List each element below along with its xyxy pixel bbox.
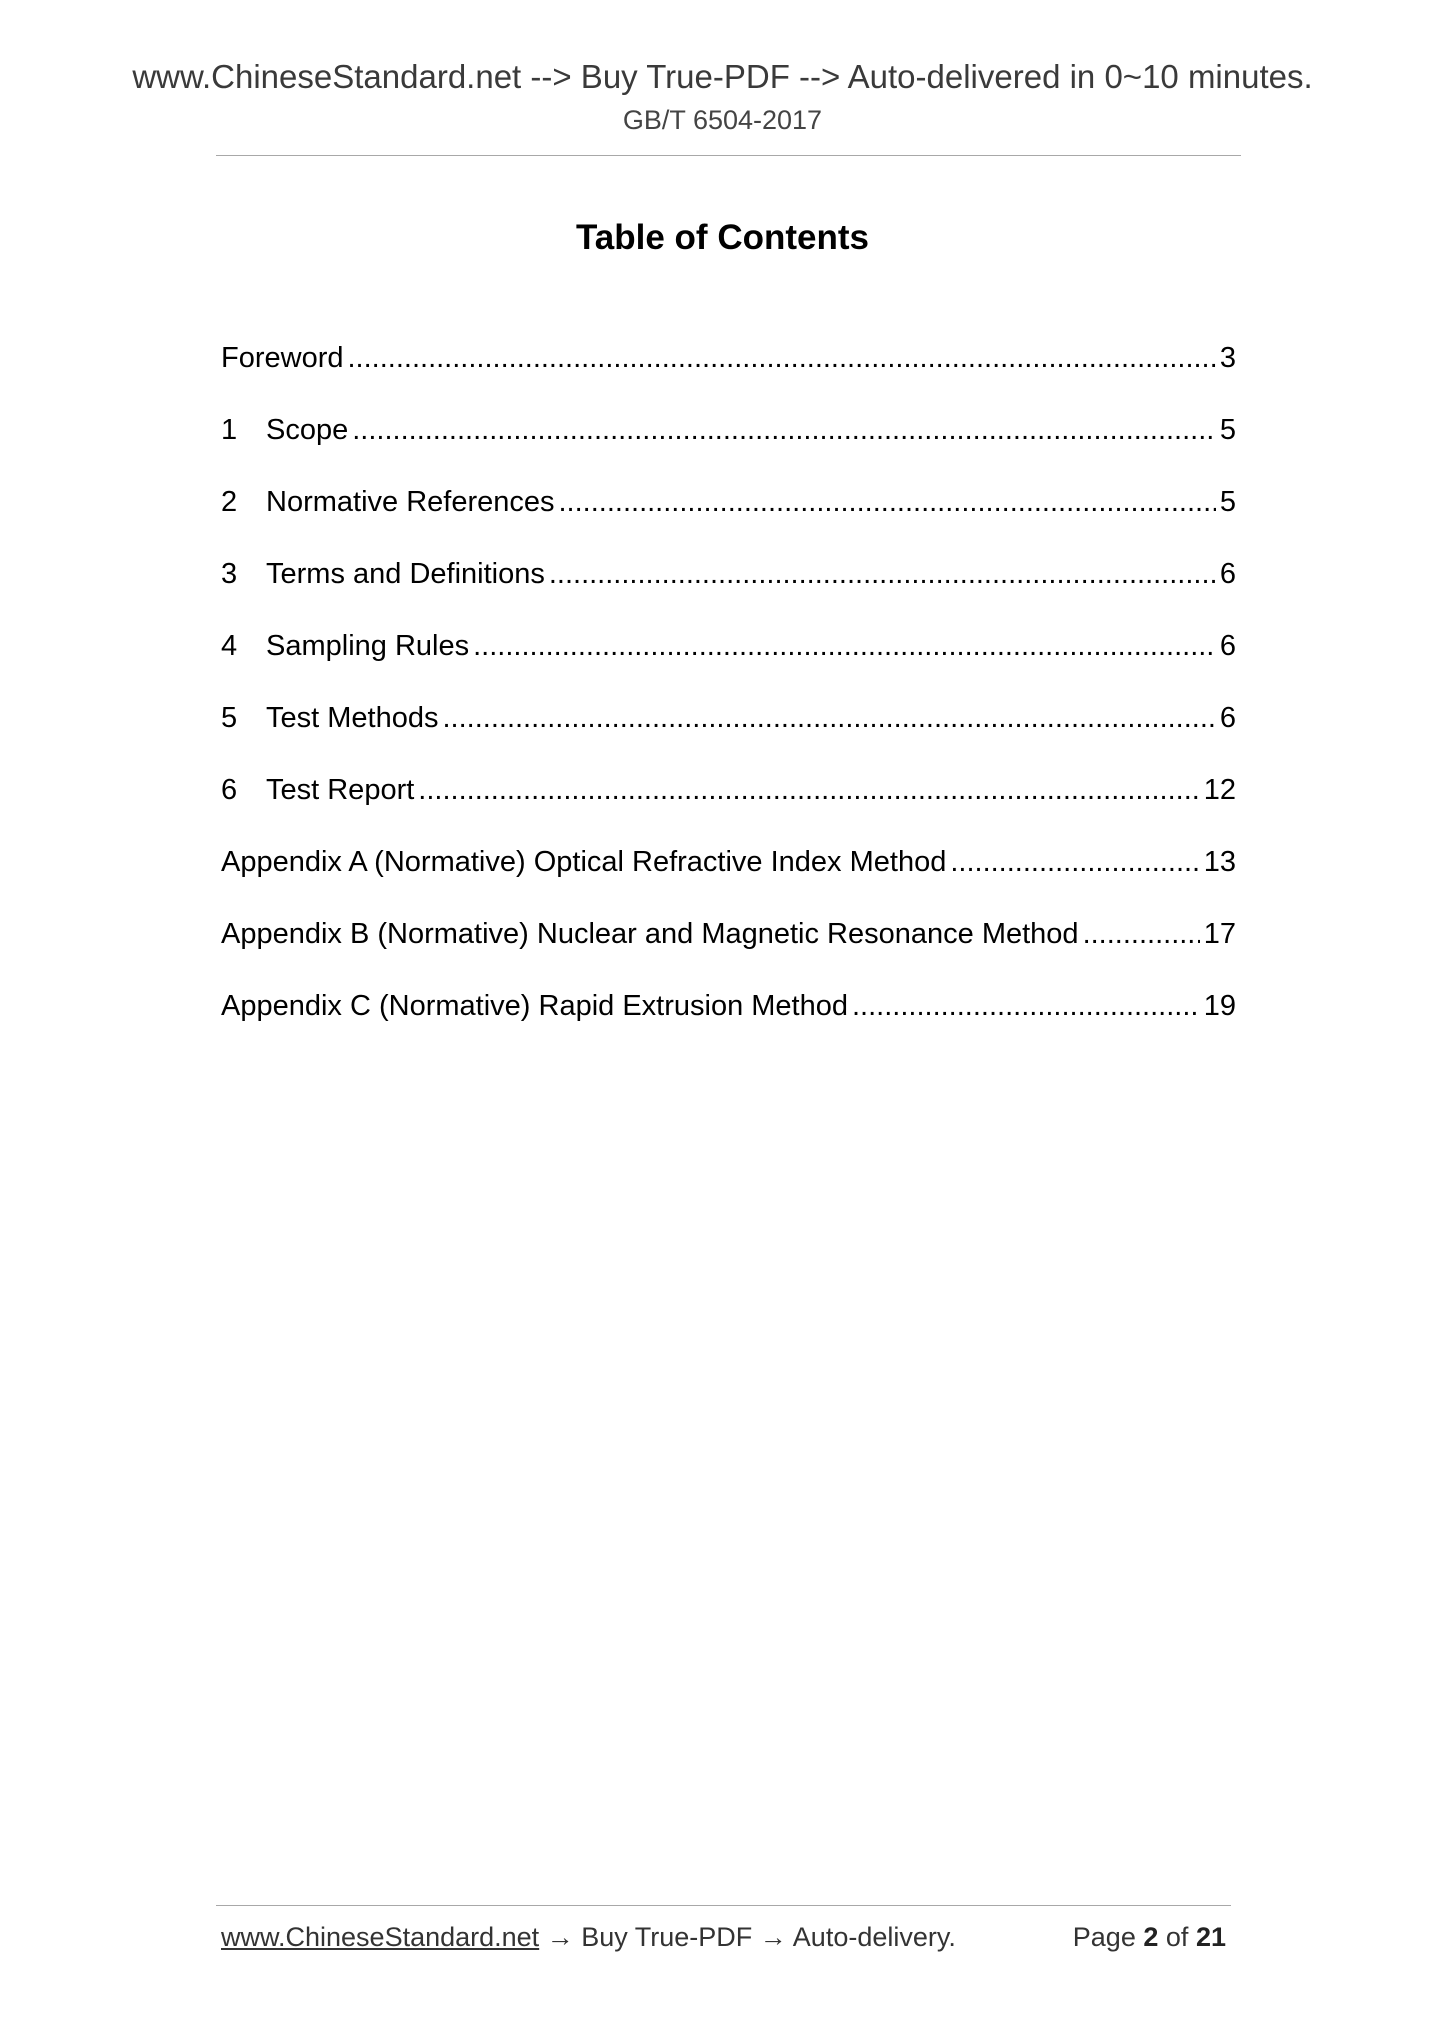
- toc-entry-page: 13: [1203, 846, 1236, 878]
- page-label: Page: [1072, 1922, 1136, 1952]
- toc-entry-test-methods[interactable]: [221, 698, 1236, 770]
- toc-entry-label: Appendix A (Normative) Optical Refractive Index Method: [221, 846, 947, 878]
- total-page-count: 21: [1195, 1922, 1226, 1952]
- toc-entry-page: 6: [1219, 630, 1236, 662]
- toc-dot-leader: [418, 770, 1199, 810]
- toc-entry-appendix-a[interactable]: [221, 842, 1236, 914]
- toc-entry-page: 6: [1219, 702, 1236, 734]
- footer-promo: [221, 1922, 956, 1953]
- toc-entry-foreword[interactable]: [221, 338, 1236, 410]
- toc-entry-test-report[interactable]: [221, 770, 1236, 842]
- toc-entry-page: 5: [1219, 414, 1236, 446]
- toc-entry-page: 17: [1203, 918, 1236, 950]
- toc-entry-number: 5: [221, 702, 238, 734]
- footer-buy-text: Buy True-PDF: [581, 1922, 753, 1952]
- toc-entry-label: Appendix B (Normative) Nuclear and Magnetic Resonance Method: [221, 918, 1079, 950]
- footer-divider: [216, 1905, 1231, 1906]
- toc-dot-leader: [1083, 914, 1200, 954]
- toc-entry-label: Test Report: [266, 774, 415, 806]
- toc-entry-number: 3: [221, 558, 238, 590]
- toc-entry-appendix-b[interactable]: [221, 914, 1236, 986]
- header-divider: [216, 155, 1241, 156]
- toc-dot-leader: [950, 842, 1199, 882]
- page-of-label: of: [1165, 1922, 1189, 1952]
- toc-entry-normative-references[interactable]: [221, 482, 1236, 554]
- footer-site-link[interactable]: www.ChineseStandard.net: [221, 1922, 540, 1952]
- page-number: [1073, 1922, 1226, 1953]
- toc-entry-label: Terms and Definitions: [266, 558, 545, 590]
- toc-entry-label: Appendix C (Normative) Rapid Extrusion Method: [221, 990, 848, 1022]
- toc-entry-page: 3: [1219, 342, 1236, 374]
- toc-entry-sampling-rules[interactable]: [221, 626, 1236, 698]
- toc-entry-terms-and-definitions[interactable]: [221, 554, 1236, 626]
- toc-dot-leader: [473, 626, 1216, 666]
- toc-dot-leader: [348, 338, 1216, 378]
- toc-entry-scope[interactable]: [221, 410, 1236, 482]
- toc-entry-label: Foreword: [221, 342, 344, 374]
- toc-entry-label: Sampling Rules: [266, 630, 470, 662]
- toc-entry-appendix-c[interactable]: [221, 986, 1236, 1058]
- toc-dot-leader: [352, 410, 1216, 450]
- toc-entry-number: 2: [221, 486, 238, 518]
- toc-entry-page: 12: [1203, 774, 1236, 806]
- header-banner: www.ChineseStandard.net --> Buy True-PDF --> Auto-delivered in 0~10 minutes.: [132, 58, 1313, 95]
- toc-dot-leader: [442, 698, 1215, 738]
- footer-delivery-text: Auto-delivery.: [792, 1922, 956, 1952]
- table-of-contents: [221, 338, 1236, 1058]
- toc-entry-number: 6: [221, 774, 238, 806]
- toc-dot-leader: [549, 554, 1216, 594]
- toc-entry-label: Test Methods: [266, 702, 439, 734]
- toc-entry-page: 5: [1219, 486, 1236, 518]
- toc-entry-page: 19: [1203, 990, 1236, 1022]
- toc-entry-number: 1: [221, 414, 238, 446]
- arrow-right-icon: →: [759, 1922, 787, 1952]
- toc-entry-page: 6: [1219, 558, 1236, 590]
- toc-dot-leader: [852, 986, 1200, 1026]
- arrow-right-icon: →: [546, 1922, 574, 1952]
- page-title: Table of Contents: [576, 218, 869, 257]
- toc-dot-leader: [559, 482, 1216, 522]
- toc-entry-number: 4: [221, 630, 238, 662]
- toc-entry-label: Normative References: [266, 486, 555, 518]
- toc-entry-label: Scope: [266, 414, 349, 446]
- current-page-number: 2: [1143, 1922, 1159, 1952]
- page-footer: [221, 1922, 1226, 1962]
- document-code: GB/T 6504-2017: [622, 105, 823, 135]
